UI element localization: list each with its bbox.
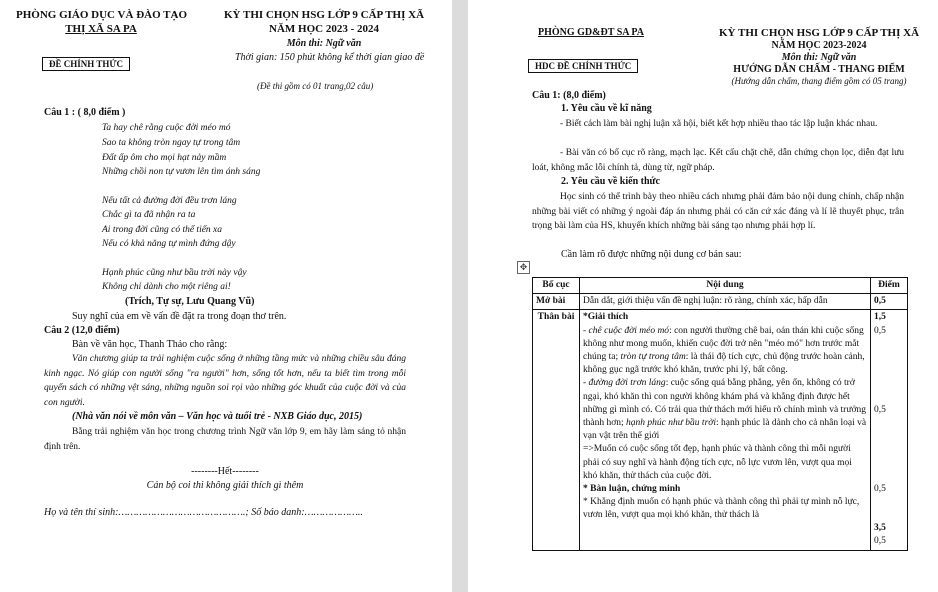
dept-name: PHÒNG GIÁO DỤC VÀ ĐÀO TẠO	[16, 9, 188, 21]
requirement-1-title: 1. Yêu cầu về kĩ năng	[561, 103, 652, 114]
score-4: 0,5	[874, 536, 886, 547]
discuss-point-1: * Khẳng định muốn có hạnh phúc và thành công thì phải tự mình nỗ lực, vươn lên, vượt qua mọi khó khăn, thử thách là	[583, 497, 860, 521]
candidate-line: Họ và tên thí sinh:…………………………………….; Số báo danh:………………..	[44, 507, 363, 518]
exam-subject: Môn thi: Ngữ văn	[286, 38, 362, 49]
exam-year: NĂM HỌC 2023 - 2024	[269, 23, 379, 35]
exam-time: Thời gian: 150 phút không kể thời gian giao đề	[235, 52, 425, 63]
exam-page	[0, 0, 452, 592]
text: : là thái độ tích cực, chủ động trước hoàn cảnh, không gục ngã trước khó khăn, trước phi lý, bất công.	[583, 352, 865, 376]
poem-line: Sao ta không tròn ngay tự trong tâm	[102, 138, 241, 148]
question-2-title: Câu 2 (12,0 điểm)	[44, 325, 120, 336]
row-score	[871, 310, 908, 550]
discuss-score: 3,5	[874, 523, 886, 534]
question-2-source: (Nhà văn nói về môn văn – Văn học và tuổi trẻ - NXB Giáo dục, 2015)	[72, 411, 363, 422]
requirement-2-title: 2. Yêu cầu về kiến thức	[561, 176, 660, 187]
explain-score: 1,5	[874, 312, 886, 323]
requirement-2-p1: Học sinh có thể trình bày theo nhiều cách nhưng phải đảm bảo nội dung chính, chấp nhận những bài viết có những ý ngoài đáp án nhưng phải có căn cứ xác đáng và lí lẽ thuyết phục, trân trọng bài làm của HS, khuyến khích những bài sáng tạo nhưng phải hợp lí.	[532, 192, 904, 231]
poem-line: Hạnh phúc cũng như bầu trời này vậy	[102, 268, 247, 278]
text: : cuộc sống quá bằng phẳng, yên ổn, không có trở ngại, khó khăn thì con người không khám phá và khẳng định được hết những gì mình có. Có trải qua thử thách mới hiểu rõ chính mình và trưởng thành hơn;	[583, 378, 867, 429]
question-1-title: Câu 1: (8,0 điểm)	[532, 90, 606, 101]
explain-point-2: - đường đời trơn láng: cuộc sống quá bằng phẳng, yên ổn, không có trở ngại, khó khăn thì con người không khám phá và khẳng định được hết những gì mình có. Có trải qua thử thách mới hiểu rõ chính mình và trưởng thành hơn; hạnh phúc như bầu trời: hạnh phúc là dành cho cả nhân loại và vạn vật trên thế giới	[583, 378, 867, 442]
row-content	[580, 310, 871, 550]
poem-line: Chắc gì ta đã nhận ra ta	[102, 210, 196, 220]
term: tròn tự trong tâm	[620, 352, 686, 363]
row-content: Dẫn dắt, giới thiệu vấn đề nghị luận: rõ ràng, chính xác, hấp dẫn	[580, 294, 871, 310]
header-section: Bố cục	[533, 278, 580, 294]
poem-line: Nếu tất cả đường đời đều trơn láng	[102, 196, 237, 206]
score-2: 0,5	[874, 404, 886, 415]
official-box: HDC ĐỀ CHÍNH THỨC	[528, 59, 638, 73]
poem-line: Đất ấp ôm cho mọi hạt nảy mầm	[102, 153, 227, 163]
pages-note: (Đề thi gồm có 01 trang,02 câu)	[257, 81, 374, 91]
explain-point-1: - chê cuộc đời méo mó: con người thường chê bai, oán thán khi cuộc sống không như mong muốn, khiến cuộc đời trở nên "méo mó" hơn trước mắt chúng ta; tròn tự trong tâm: là thái độ tích cực, chủ động trước hoàn cảnh, không gục ngã trước khó khăn, trước phi lý, bất công.	[583, 325, 865, 376]
table-row	[533, 310, 908, 550]
table-row	[533, 294, 908, 310]
question-2-intro: Bàn về văn học, Thanh Thảo cho rằng:	[72, 339, 228, 350]
table-move-handle-icon[interactable]: ✥	[517, 261, 530, 274]
term: chê cuộc đời méo mó	[588, 325, 670, 336]
row-score: 0,5	[871, 294, 908, 310]
text: : con người thường chê bai, oán thán khi cuộc sống không như mong muốn, khiến cuộc đời trở nên "méo mó" hơn trước mắt chúng ta;	[583, 325, 864, 363]
requirement-1-p2: - Bài văn có bố cục rõ ràng, mạch lạc. Kết cấu chặt chẽ, dẫn chứng chọn lọc, diễn đạt lưu loát, không mắc lỗi chính tả, dùng từ, ngữ pháp.	[532, 148, 904, 173]
explain-title: *Giải thích	[583, 312, 629, 323]
official-box: ĐỀ CHÍNH THỨC	[42, 57, 130, 71]
guide-title: HƯỚNG DẪN CHẤM - THANG ĐIỂM	[733, 64, 905, 75]
question-2-prompt: Bằng trải nghiệm văn học trong chương trình Ngữ văn lớp 9, em hãy làm sáng tỏ nhận định trên.	[44, 427, 406, 452]
requirement-2-p2: Cần làm rõ được những nội dung cơ bản sau:	[561, 249, 742, 260]
poem-line: Ai trong đời cũng có thể tiến xa	[102, 225, 223, 235]
dept-name	[528, 27, 654, 38]
header-score: Điểm	[871, 278, 908, 294]
score-1: 0,5	[874, 325, 886, 336]
exam-year: NĂM HỌC 2023-2024	[771, 40, 867, 51]
term: hạnh phúc như bầu trời	[626, 418, 716, 429]
proctor-note: Cán bộ coi thi không giải thích gì thêm	[146, 480, 304, 491]
end-mark: --------Hết--------	[191, 466, 259, 477]
score-3: 0,5	[874, 484, 886, 495]
row-section: Thân bài	[533, 310, 580, 550]
requirement-1-p1: - Biết cách làm bài nghị luận xã hội, biết kết hợp nhiều thao tác lập luận khác nhau.	[560, 119, 878, 129]
header-content: Nội dung	[580, 278, 871, 294]
poem-line: Những chồi non tự vươn lên tìm ánh sáng	[102, 167, 261, 177]
dept-name-text: PHÒNG GD&ĐT SA PA	[537, 27, 645, 38]
exam-subject: Môn thi: Ngữ văn	[781, 52, 857, 63]
dept-subname: THỊ XÃ SA PA	[65, 23, 137, 35]
exam-title: KỲ THI CHỌN HSG LỚP 9 CẤP THỊ XÃ	[718, 27, 920, 39]
question-1-title: Câu 1 : ( 8,0 điểm )	[44, 107, 126, 118]
guide-note: (Hướng dẫn chấm, thang điểm gồm có 05 trang)	[731, 76, 907, 86]
poem-line: Không chỉ dành cho một riêng ai!	[102, 282, 231, 292]
exam-title: KỲ THI CHỌN HSG LỚP 9 CẤP THỊ XÃ	[223, 9, 425, 21]
page-gap	[452, 0, 468, 592]
poem-source: (Trích, Tự sự, Lưu Quang Vũ)	[125, 296, 255, 307]
explain-conclusion: =>Muốn có cuộc sống tốt đẹp, hạnh phúc và thành công thì mỗi người phải có suy nghĩ và hành động tích cực, nỗ lực vươn lên, vượt qua mọi khó khăn, thử thách của cuộc đời.	[583, 444, 852, 481]
question-1-prompt: Suy nghĩ của em về vấn đề đặt ra trong đoạn thơ trên.	[72, 311, 287, 322]
term: đường đời trơn láng	[588, 378, 666, 389]
poem-line: Ta hay chê rằng cuộc đời méo mó	[102, 123, 231, 133]
question-2-quote: Văn chương giúp ta trải nghiệm cuộc sống ở những tầng mức và những chiều sâu đáng kinh ngạc. Nó giúp con người sống "ra người" hơn, sống tốt hơn, nếu ta biết tìm trong mỗi quyển sách có những vệt sáng, những nguồn soi rọi vào những góc khuất của cuộc đời và của con người.	[44, 354, 406, 408]
answer-guide-page	[468, 0, 938, 592]
scoring-table	[532, 277, 908, 551]
table-header-row	[533, 278, 908, 294]
text: : hạnh phúc là dành cho cả nhân loại và vạn vật trên thế giới	[583, 418, 867, 442]
discuss-title: * Bàn luận, chứng minh	[583, 484, 681, 495]
row-section: Mở bài	[533, 294, 580, 310]
poem-line: Nếu có khả năng tự mình đứng dậy	[102, 239, 236, 249]
